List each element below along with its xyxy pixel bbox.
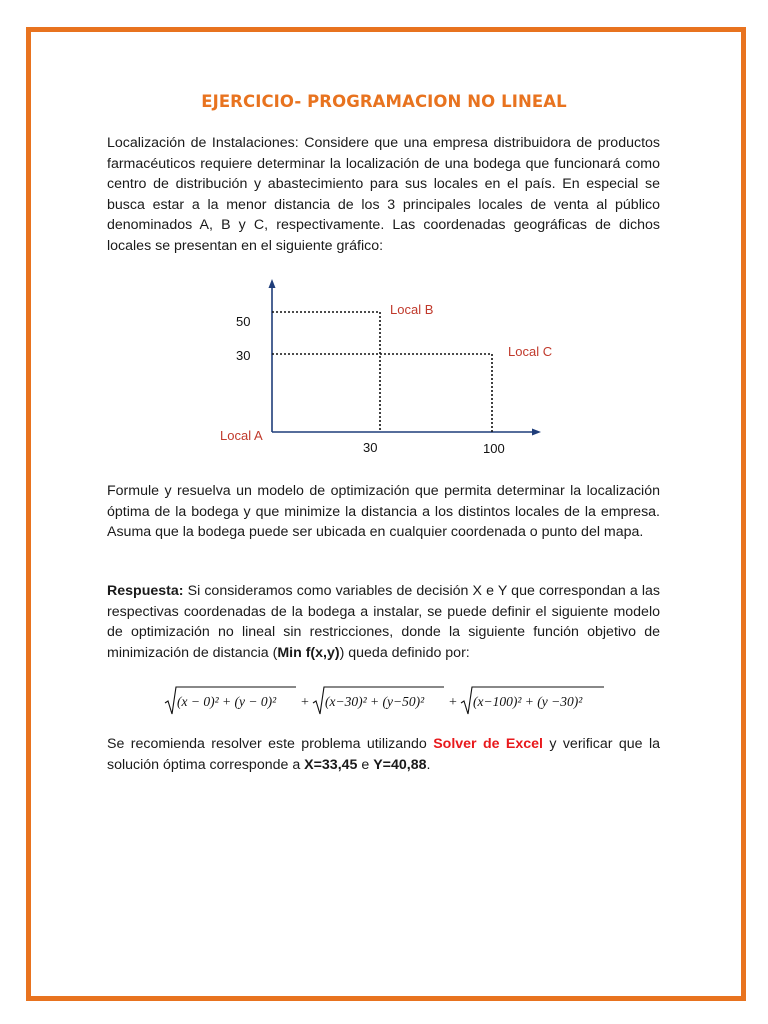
- y-tick-50: 50: [236, 314, 251, 329]
- answer-text: Si consideramos como variables de decisión X e Y que correspondan a las respectivas coordenadas de la bodega a instalar, se puede definir el siguiente modelo de optimización no lineal sin restricciones, donde la siguiente función objetivo de minimización de distancia (: [107, 583, 660, 661]
- answer-text-end: ) queda definido por:: [339, 644, 470, 661]
- y-axis-arrow: [269, 279, 276, 288]
- label-local-a: Local A: [220, 428, 263, 443]
- conclusion-text-4: .: [426, 756, 431, 773]
- page-title: EJERCICIO- PROGRAMACION NO LINEAL: [201, 92, 567, 111]
- x-tick-100: 100: [483, 441, 505, 456]
- answer-label: Respuesta:: [107, 583, 184, 599]
- formula-term-1: (x − 0)² + (y − 0)²: [177, 694, 277, 709]
- intro-paragraph: Localización de Instalaciones: Considere que una empresa distribuidora de productos farmacéuticos requiere determinar la localización de una bodega que funcionará como centro de distribución y abastecimiento para sus locales en el país. En especial se busca estar a la menor distancia de los 3 principales locales de venta al público denominados A, B y C, respectivamente. Las coordenadas geográficas de dichos locales se presentan en el siguiente gráfico:: [107, 135, 660, 254]
- objective-formula: [164, 682, 609, 718]
- x-axis-arrow: [532, 429, 541, 436]
- conclusion-paragraph: [107, 734, 660, 775]
- formula-term-2: (x−30)² + (y−50)²: [325, 694, 425, 709]
- formula-plus-1: +: [301, 695, 309, 710]
- formula-term-3: (x−100)² + (y −30)²: [473, 694, 583, 709]
- conclusion-text-1: Se recomienda resolver este problema utilizando: [107, 736, 434, 752]
- y-tick-30: 30: [236, 348, 251, 363]
- formula-plus-2: +: [449, 695, 457, 710]
- answer-paragraph: [107, 581, 660, 663]
- solver-highlight: Solver de Excel: [433, 736, 543, 752]
- x-tick-30: 30: [363, 440, 378, 455]
- label-local-b: Local B: [390, 302, 434, 317]
- label-local-c: Local C: [508, 344, 553, 359]
- question-paragraph: Formule y resuelva un modelo de optimización que permita determinar la localización óptima de la bodega y que minimize la distancia a los distintos locales de la empresa. Asuma que la bodega puede ser ubicada en cualquier coordenada o punto del mapa.: [107, 483, 660, 541]
- solution-y: Y=40,88: [373, 756, 427, 773]
- solution-x: X=33,45: [304, 756, 358, 773]
- objective-function-label: Min f(x,y): [277, 644, 340, 661]
- conclusion-text-2: y verificar que la solución óptima corresponde a: [107, 736, 660, 773]
- conclusion-text-3: e: [357, 756, 374, 773]
- locations-diagram: [210, 277, 570, 467]
